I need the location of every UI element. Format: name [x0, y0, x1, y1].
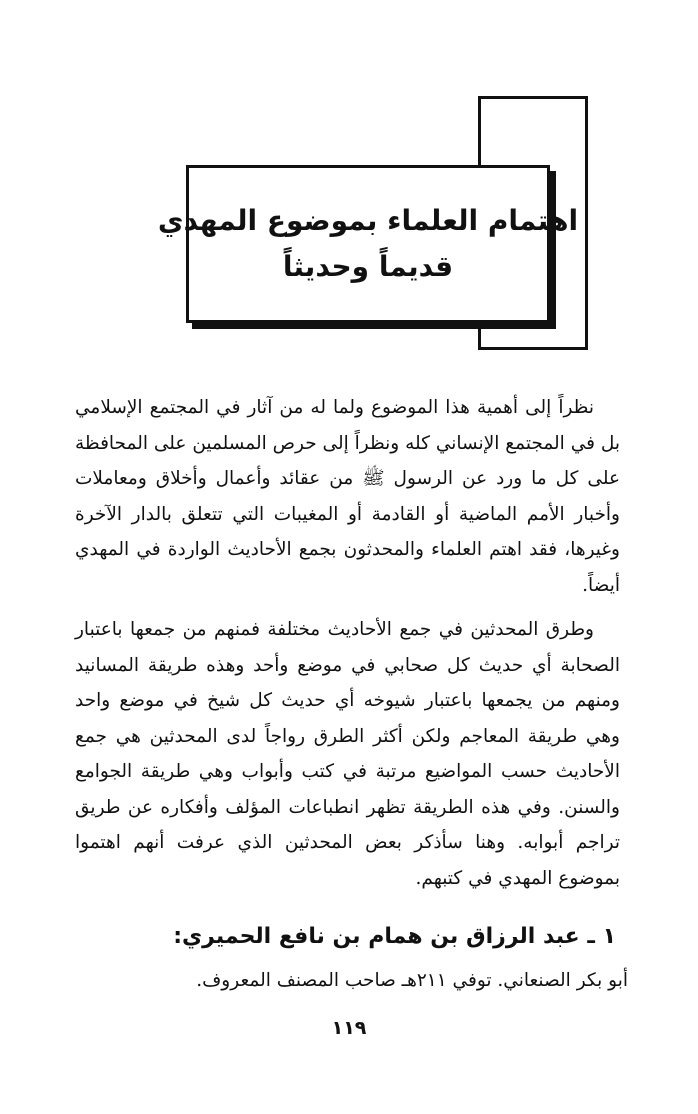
paragraph-1: نظراً إلى أهمية هذا الموضوع ولما له من آثار في المجتمع الإسلامي بل في المجتمع الإنساني كله ونظراً إلى حرص المسلمين على المحافظة على كل ما ورد عن الرسول ﷺ من عقائد وأعمال وأخلاق ومعاملات وأخبار الأمم الماضية أو القادمة أو المغيبات التي تتعلق بالدار الآخرة وغيرها، فقد اهتم العلماء والمحدثون بجمع الأحاديث الواردة في المهدي أيضاً. — [74, 397, 620, 596]
section-body: أبو بكر الصنعاني. توفي ٢١١هـ صاحب المصنف المعروف. — [196, 970, 628, 991]
section-heading: ١ ـ عبد الرزاق بن همام بن نافع الحميري: — [173, 924, 616, 949]
page-number: ١١٩ — [331, 1017, 367, 1039]
chapter-title-line-2: قديماً وحديثاً — [282, 250, 454, 283]
chapter-title-box — [157, 165, 579, 323]
chapter-title-line-1: اهتمام العلماء بموضوع المهدي — [157, 204, 579, 237]
paragraph-2: وطرق المحدثين في جمع الأحاديث مختلفة فمنهم من جمعها باعتبار الصحابة أي حديث كل صحابي في موضع وأحد وهذه طريقة المسانيد ومنهم من يجمعها باعتبار شيوخه أي حديث كل شيخ في موضع واحد وهي طريقة المعاجم ولكن أكثر الطرق رواجاً لدى المحدثين هي جمع الأحاديث حسب المواضيع مرتبة في كتب وأبواب وهي طريقة الجوامع والسنن. وفي هذه الطريقة تظهر انطباعات المؤلف وأفكاره عن طريق تراجم أبوابه. وهنا سأذكر بعض المحدثين الذي عرفت أنهم اهتموا بموضوع المهدي في كتبهم. — [75, 619, 620, 889]
